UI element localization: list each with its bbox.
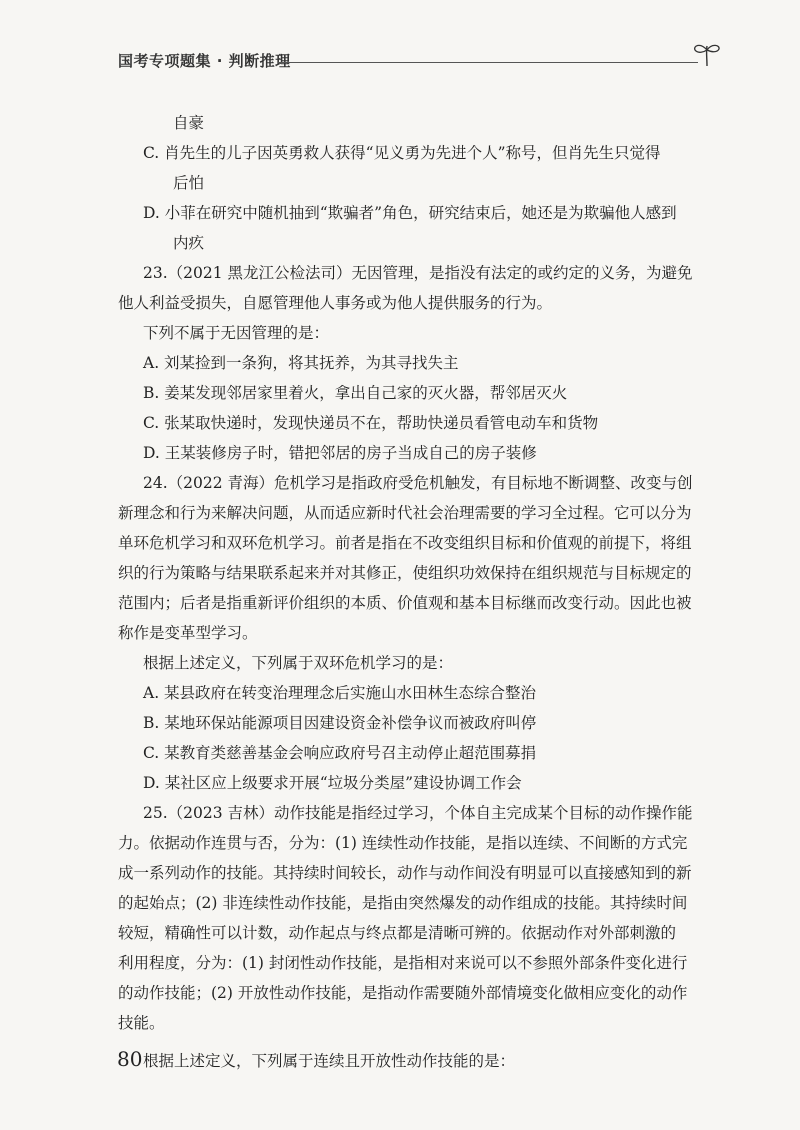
- text-line: 根据上述定义，下列属于连续且开放性动作技能的是：: [143, 1052, 516, 1070]
- text-line: B. 某地环保站能源项目因建设资金补偿争议而被政府叫停: [143, 714, 537, 732]
- text-line: A. 某县政府在转变治理理念后实施山水田林生态综合整治: [143, 684, 537, 702]
- text-line: A. 刘某捡到一条狗，将其抚养，为其寻找失主: [143, 354, 459, 372]
- text-line: C. 某教育类慈善基金会响应政府号召主动停止超范围募捐: [143, 744, 537, 762]
- header-rule: [278, 62, 698, 63]
- text-line: 后怕: [173, 174, 205, 192]
- page-body: [118, 108, 728, 1076]
- text-line: 根据上述定义，下列属于双环危机学习的是：: [143, 654, 454, 672]
- text-line: C. 肖先生的儿子因英勇救人获得“见义勇为先进个人”称号，但肖先生只觉得: [143, 144, 661, 162]
- text-line: 新理念和行为来解决问题，从而适应新时代社会治理需要的学习全过程。它可以分为: [118, 504, 692, 522]
- text-line: 力。依据动作连贯与否，分为：(1) 连续性动作技能，是指以连续、不间断的方式完: [118, 834, 688, 852]
- text-line: 的动作技能；(2) 开放性动作技能，是指动作需要随外部情境变化做相应变化的动作: [118, 984, 688, 1002]
- text-line: 25.（2023 吉林）动作技能是指经过学习，个体自主完成某个目标的动作操作能: [143, 804, 693, 822]
- text-line: 他人利益受损失，自愿管理他人事务或为他人提供服务的行为。: [118, 294, 553, 312]
- text-line: 织的行为策略与结果联系起来并对其修正，使组织功效保持在组织规范与目标规定的: [118, 564, 692, 582]
- text-line: C. 张某取快递时，发现快递员不在，帮助快递员看管电动车和货物: [143, 414, 599, 432]
- text-line: D. 小菲在研究中随机抽到“欺骗者”角色，研究结束后，她还是为欺骗他人感到: [143, 204, 677, 222]
- text-line: 的起始点；(2) 非连续性动作技能，是指由突然爆发的动作组成的技能。其持续时间: [118, 894, 688, 912]
- text-line: 单环危机学习和双环危机学习。前者是指在不改变组织目标和价值观的前提下，将组: [118, 534, 692, 552]
- text-line: D. 王某装修房子时，错把邻居的房子当成自己的房子装修: [143, 444, 537, 462]
- text-line: D. 某社区应上级要求开展“垃圾分类屋”建设协调工作会: [143, 774, 522, 792]
- text-line: 自豪: [173, 114, 205, 132]
- page-number: 80: [117, 1047, 143, 1071]
- running-header: [118, 48, 728, 76]
- text-line: 内疚: [173, 234, 205, 252]
- text-line: 24.（2022 青海）危机学习是指政府受危机触发，有目标地不断调整、改变与创: [143, 474, 693, 492]
- sprout-icon: [690, 40, 724, 68]
- text-line: 23.（2021 黑龙江公检法司）无因管理，是指没有法定的或约定的义务，为避免: [143, 264, 693, 282]
- text-line: 利用程度，分为：(1) 封闭性动作技能，是指相对来说可以不参照外部条件变化进行: [118, 954, 688, 972]
- text-line: 称作是变革型学习。: [118, 624, 258, 642]
- text-line: B. 姜某发现邻居家里着火，拿出自己家的灭火器，帮邻居灭火: [143, 384, 568, 402]
- text-line: 较短，精确性可以计数，动作起点与终点都是清晰可辨的。依据动作对外部刺激的: [118, 924, 677, 942]
- text-line: 成一系列动作的技能。其持续时间较长，动作与动作间没有明显可以直接感知到的新: [118, 864, 692, 882]
- header-title: 国考专项题集 · 判断推理: [118, 52, 291, 70]
- text-line: 下列不属于无因管理的是：: [143, 324, 330, 342]
- text-line: 范围内；后者是指重新评价组织的本质、价值观和基本目标继而改变行动。因此也被: [118, 594, 692, 612]
- text-line: 技能。: [118, 1014, 165, 1032]
